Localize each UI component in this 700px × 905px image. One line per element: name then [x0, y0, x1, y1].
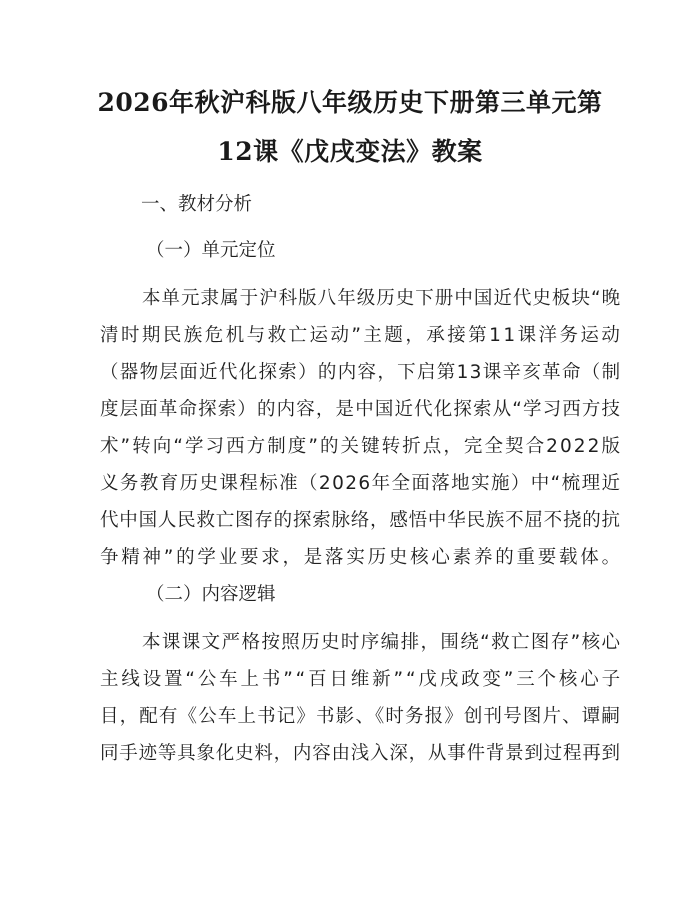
- paragraph-line: （器物层面近代化探索）的内容，下启第13课辛亥革命（制: [100, 362, 622, 383]
- paragraph-line: 本课课文严格按照历史时序编排，围绕“救亡图存”核心: [142, 632, 622, 653]
- paragraph-line: 义务教育历史课程标准（2026年全面落地实施）中“梳理近: [100, 473, 622, 494]
- paragraph-line: 术”转向“学习西方制度”的关键转折点，完全契合2022版: [100, 436, 623, 457]
- paragraph-unit-position: [100, 287, 623, 583]
- paragraph-line: 本单元隶属于沪科版八年级历史下册中国近代史板块“晚: [142, 288, 622, 309]
- paragraph-line: 目，配有《公车上书记》书影、《时务报》创刊号图片、谭嗣: [100, 706, 622, 727]
- subsection-heading-unit-position: （一）单元定位: [146, 240, 276, 261]
- document-title-line-2: 12课《戊戌变法》教案: [217, 137, 483, 166]
- paragraph-line: 度层面革命探索）的内容，是中国近代化探索从“学习西方技: [100, 399, 622, 420]
- paragraph-line: 争精神”的学业要求，是落实历史核心素养的重要载体。: [100, 547, 623, 568]
- paragraph-line: 清时期民族危机与救亡运动”主题，承接第11课洋务运动: [100, 325, 623, 346]
- paragraph-line: 主线设置“公车上书”“百日维新”“戊戌政变”三个核心子: [100, 669, 623, 690]
- subsection-heading-content-logic: （二）内容逻辑: [146, 584, 276, 605]
- paragraph-line: 代中国人民救亡图存的探索脉络，感悟中华民族不屈不挠的抗: [100, 510, 621, 531]
- document-title-line-1: 2026年秋沪科版八年级历史下册第三单元第: [97, 88, 603, 117]
- paragraph-content-logic: [100, 631, 623, 779]
- paragraph-line: 同手迹等具象化史料，内容由浅入深，从事件背景到过程再到: [100, 743, 621, 764]
- section-heading: 一、教材分析: [141, 194, 253, 215]
